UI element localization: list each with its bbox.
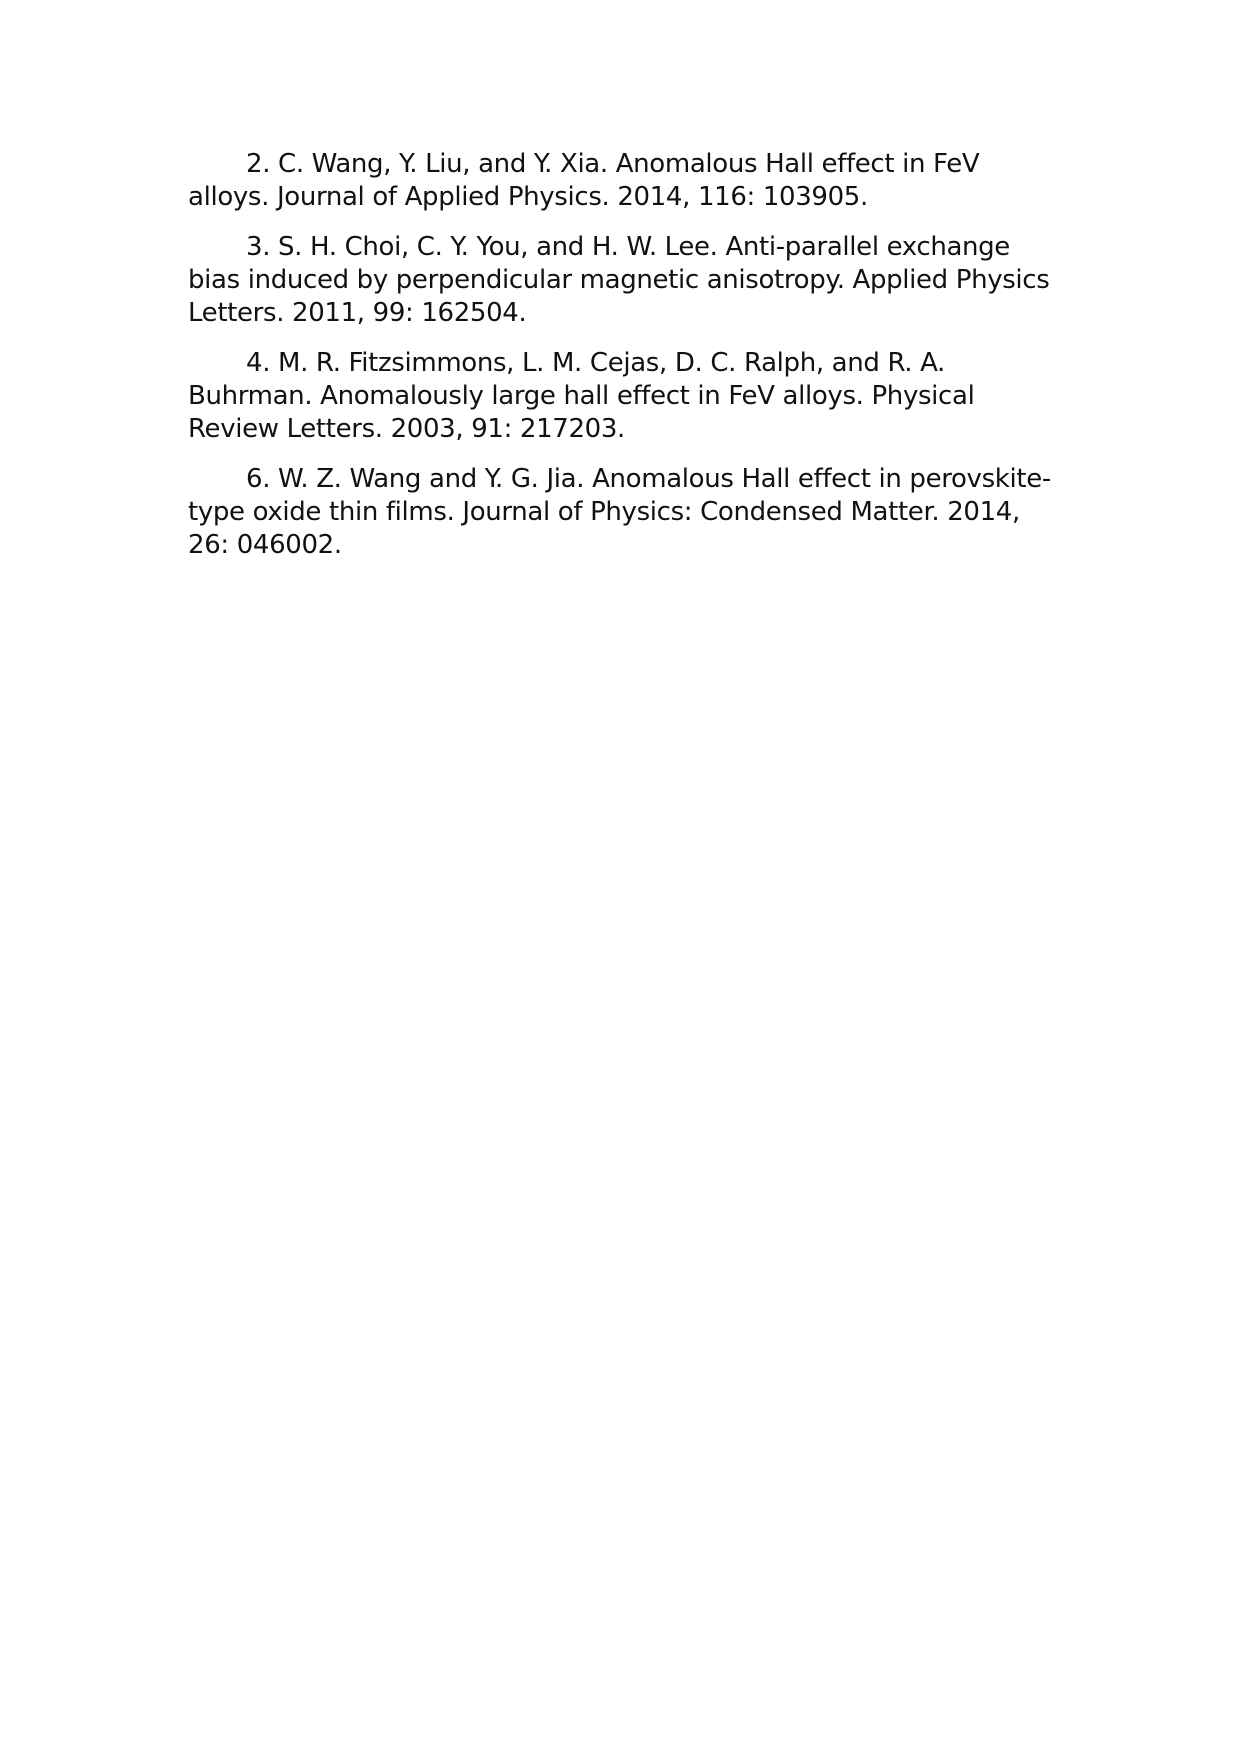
reference-list (188, 148, 1058, 579)
reference-item: 3. S. H. Choi, C. Y. You, and H. W. Lee. Anti-parallel exchange bias induced by perpendicular magnetic anisotropy. Applied Physics Letters. 2011, 99: 162504. (188, 232, 1050, 328)
reference-item: 2. C. Wang, Y. Liu, and Y. Xia. Anomalous Hall effect in FeV alloys. Journal of Applied Physics. 2014, 116: 103905. (188, 149, 980, 212)
reference-item: 4. M. R. Fitzsimmons, L. M. Cejas, D. C. Ralph, and R. A. Buhrman. Anomalously large hall effect in FeV alloys. Physical Review Letters. 2003, 91: 217203. (188, 348, 975, 444)
reference-item: 6. W. Z. Wang and Y. G. Jia. Anomalous Hall effect in perovskite-type oxide thin films. Journal of Physics: Condensed Matter. 2014, 26: 046002. (188, 464, 1051, 560)
